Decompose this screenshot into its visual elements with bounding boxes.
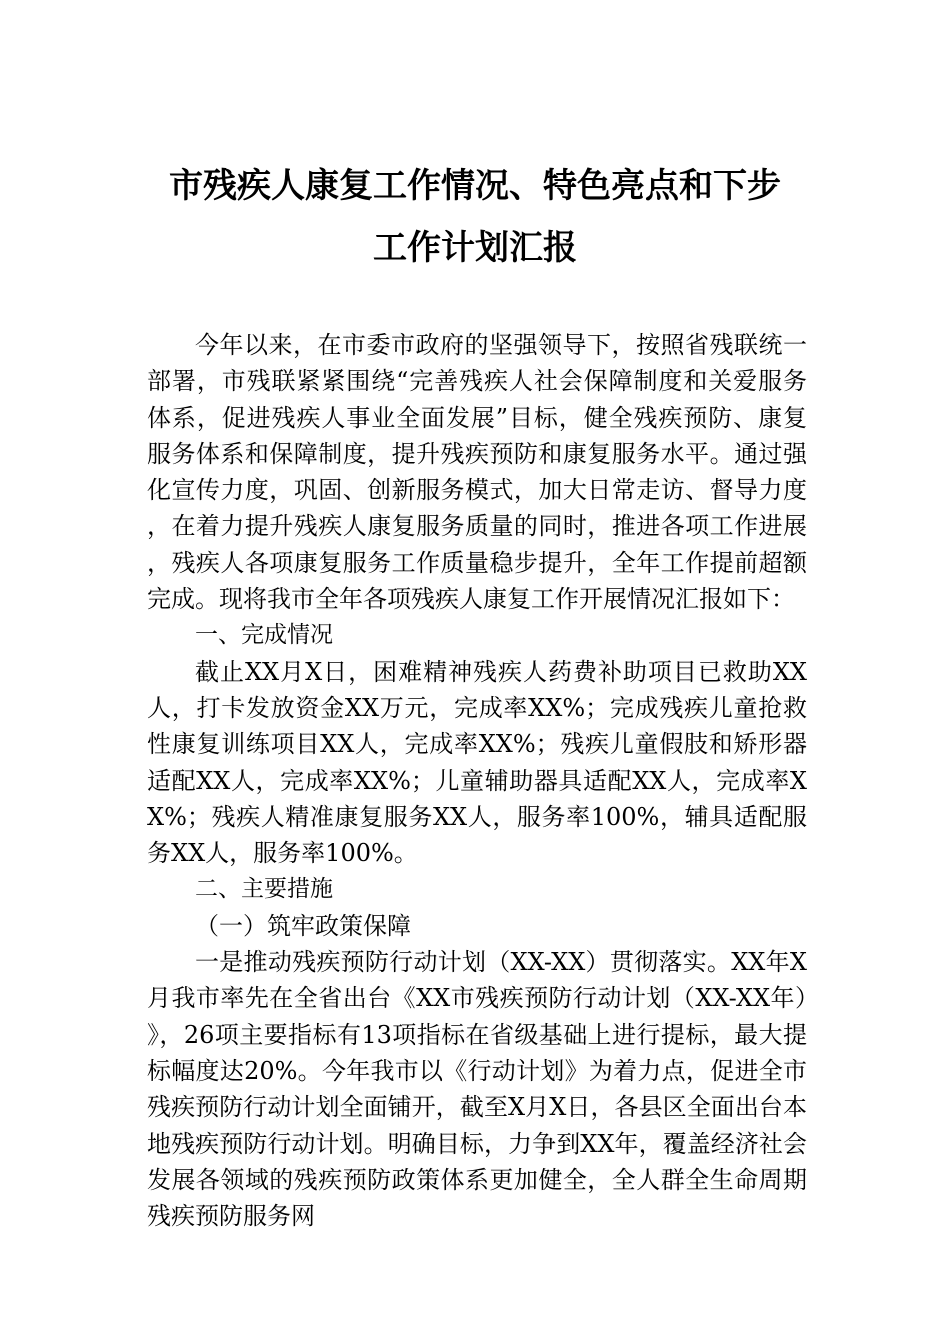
intro-paragraph: 今年以来，在市委市政府的坚强领导下，按照省残联统一部署，市残联紧紧围绕“完善残疾人社会保障制度和关爱服务体系，促进残疾人事业全面发展”目标，健全残疾预防、康复服务体系和保障制度，提升残疾预防和康复服务水平。通过强化宣传力度，巩固、创新服务模式，加大日常走访、督导力度，在着力提升残疾人康复服务质量的同时，推进各项工作进展，残疾人各项康复服务工作质量稳步提升，全年工作提前超额完成。现将我市全年各项残疾人康复工作开展情况汇报如下： (147, 331, 807, 614)
policy-paragraph: 一是推动残疾预防行动计划（XX-XX）贯彻落实。XX年X月我市率先在全省出台《XX市残疾预防行动计划（XX-XX年）》，26项主要指标有13项指标在省级基础上进行提标，最大提标幅度达20%。今年我市以《行动计划》为着力点，促进全市残疾预防行动计划全面铺开，截至X月X日，各县区全面出台本地残疾预防行动计划。明确目标，力争到XX年，覆盖经济社会发展各领域的残疾预防政策体系更加健全，全人群全生命周期残疾预防服务网 (147, 948, 807, 1231)
section-heading-measures: 二、主要措施 (195, 876, 333, 903)
document-title-line-2: 工作计划汇报 (373, 228, 577, 268)
completion-paragraph: 截止XX月X日，困难精神残疾人药费补助项目已救助XX人，打卡发放资金XX万元，完成率XX%；完成残疾儿童抢救性康复训练项目XX人，完成率XX%；残疾儿童假肢和矫形器适配XX人，完成率XX%；儿童辅助器具适配XX人，完成率XX%；残疾人精准康复服务XX人，服务率100%，辅具适配服务XX人，服务率100%。 (147, 657, 807, 868)
subsection-heading-policy: （一）筑牢政策保障 (195, 911, 411, 940)
document-body (147, 327, 807, 1234)
section-heading-completion: 一、完成情况 (195, 622, 333, 649)
document-title-line-1: 市残疾人康复工作情况、特色亮点和下步 (169, 166, 781, 206)
